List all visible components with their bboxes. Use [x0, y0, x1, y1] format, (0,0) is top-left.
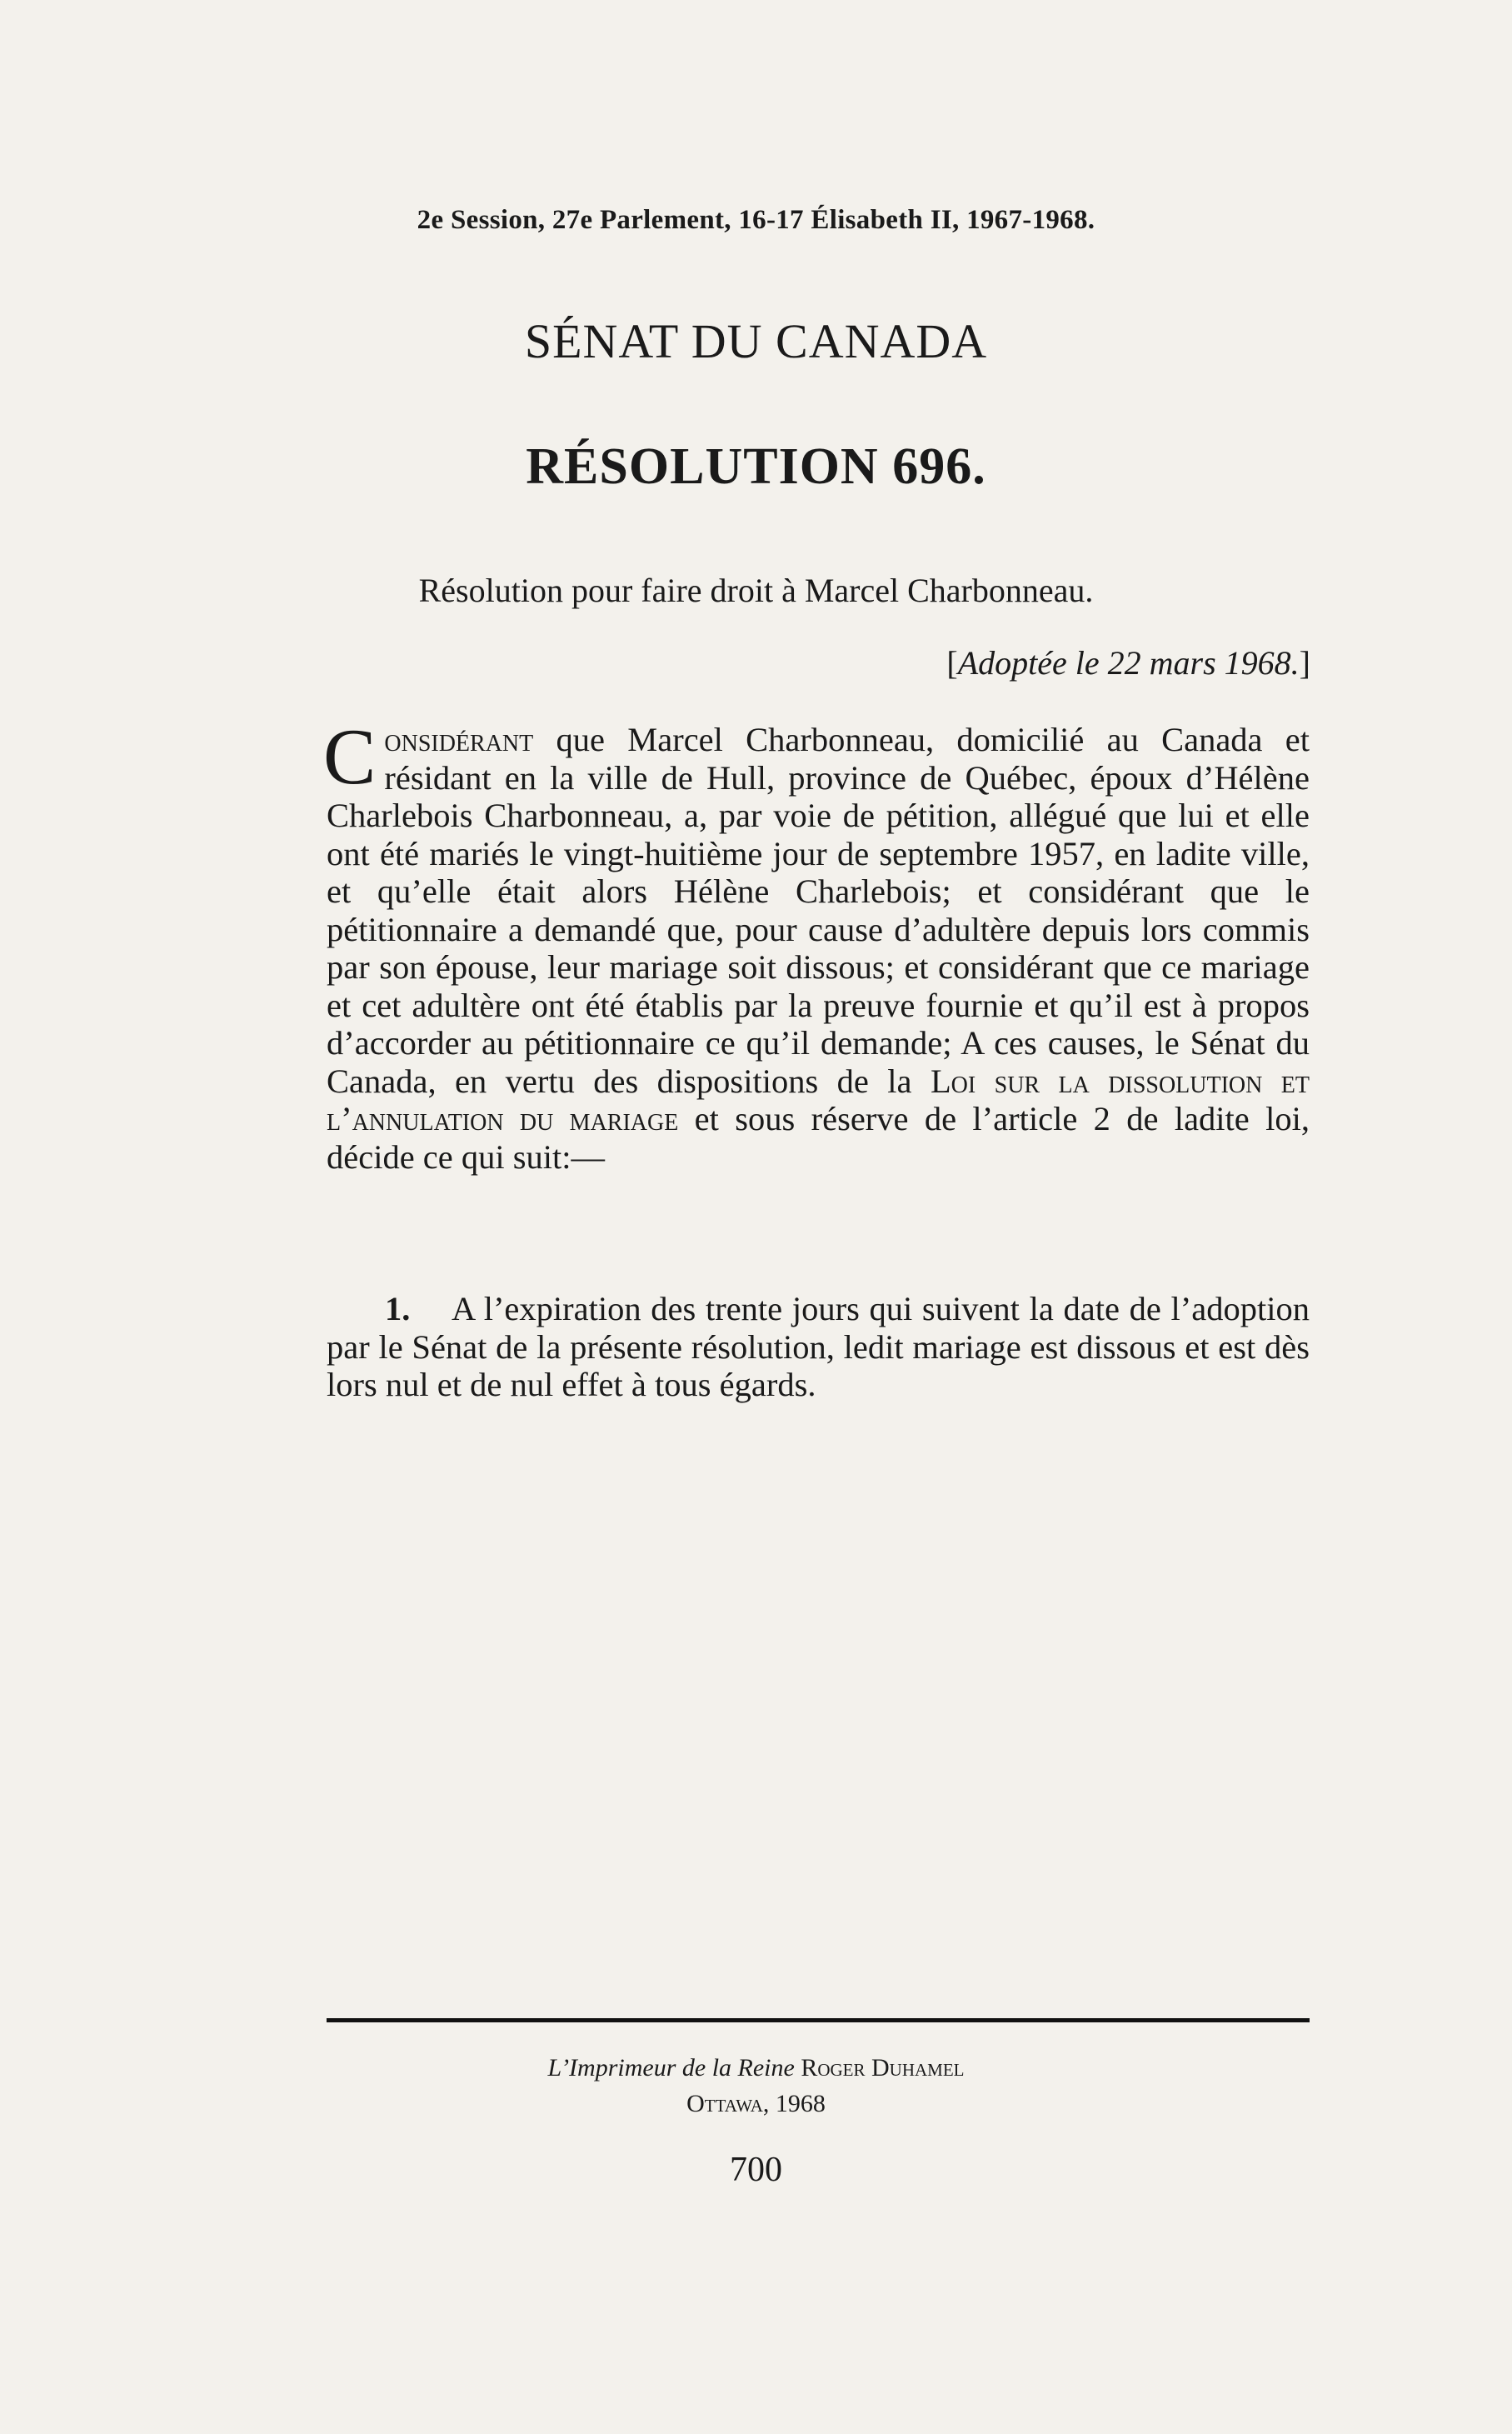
resolution-subtitle: Résolution pour faire droit à Marcel Charbonneau.: [418, 572, 1094, 609]
adoption-open-bracket: [: [946, 644, 958, 682]
adoption-date: [946, 643, 1310, 682]
drop-cap: C: [323, 712, 377, 801]
page-number: 700: [730, 2151, 782, 2189]
session-line: 2e Session, 27e Parlement, 16-17 Élisabeth II, 1967-1968.: [417, 205, 1095, 235]
city-year: Ottawa, 1968: [686, 2090, 826, 2117]
footer-divider: [327, 2018, 1310, 2022]
act-title: Loi sur la dissolution et l’annulation du mariage: [327, 1062, 1310, 1137]
clause-text: A l’expiration des trente jours qui suivent la date de l’adoption par le Sénat de la présente résolution, ledit mariage est dissous et est dès lors nul et de nul effet à tous égards.: [327, 1290, 1310, 1403]
city-line: [0, 2090, 1512, 2118]
senate-heading: SÉNAT DU CANADA: [524, 314, 988, 368]
adoption-text: Adoptée le 22 mars 1968.: [957, 644, 1300, 682]
clause-1: [327, 1290, 1310, 1404]
resolution-title: RÉSOLUTION 696.: [526, 438, 986, 495]
printer-line: [0, 2054, 1512, 2082]
printer-prefix: L’Imprimeur de la Reine: [547, 2054, 795, 2082]
preamble-lead-word: onsidérant: [384, 721, 534, 758]
preamble-paragraph: [323, 712, 1310, 1176]
preamble-text-part2: et sous réserve de l’article 2 de ladite loi, décide ce qui suit:—: [327, 1100, 1310, 1176]
printer-name: Roger Duhamel: [801, 2054, 965, 2082]
adoption-close-bracket: ]: [1299, 644, 1310, 682]
preamble-text-part1: que Marcel Charbonneau, domicilié au Canada et résidant en la ville de Hull, province de Québec, époux d’Hélène Charlebois Charbonneau, a, par voie de pétition, allégué que lui et elle ont été mariés le vingt-huitième jour de septembre 1957, en ladite ville, et qu’elle était alors Hélène Charlebois; et considérant que le pétitionnaire a demandé que, pour cause d’adultère depuis lors commis par son épouse, leur mariage soit dissous; et considérant que ce mariage et cet adultère ont été établis par la preuve fournie et qu’il est à propos d’accorder au pétitionnaire ce qu’il demande; A ces causes, le Sénat du Canada, en vertu des dispositions de la: [327, 721, 1310, 1100]
clause-number: 1.: [385, 1290, 411, 1327]
